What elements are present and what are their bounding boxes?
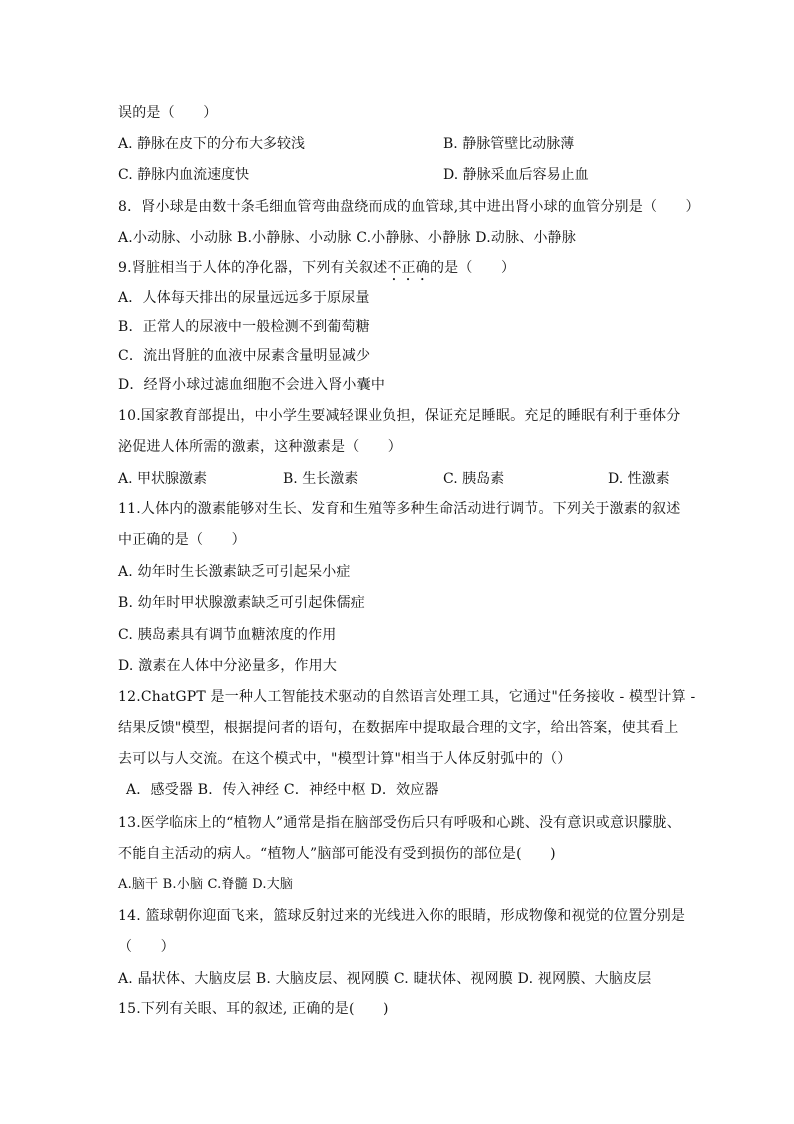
q15-stem: 15.下列有关眼、耳的叙述, 正确的是( ) (118, 1001, 389, 1017)
q9-option-a: A．人体每天排出的尿量远远多于原尿量 (118, 290, 370, 306)
q7-option-c: C. 静脉内血流速度快 (118, 167, 250, 183)
q14-stem-line2: （ ） (118, 939, 175, 955)
q7-option-b: B. 静脉管壁比动脉薄 (443, 136, 575, 152)
q9-stem-post: 的是（ ） (429, 260, 516, 276)
q12-stem-line1: 12.ChatGPT 是一种人工智能技术驱动的自然语言处理工具，它通过"任务接收 - 模型计算 - (118, 689, 696, 705)
q11-option-d: D. 激素在人体中分泌量多，作用大 (118, 658, 338, 674)
q9-stem-pre: 9.肾脏相当于人体的净化器，下列有关叙述 (118, 260, 388, 276)
q12-stem-line3: 去可以与人交流。在这个模式中，"模型计算"相当于人体反射弧中的（） (118, 751, 572, 767)
q9-option-d: D．经肾小球过滤血细胞不会进入肾小囊中 (118, 377, 386, 393)
q13-options: A.脑干 B.小脑 C.脊髓 D.大脑 (118, 877, 294, 892)
q11-option-b: B. 幼年时甲状腺激素缺乏可引起侏儒症 (118, 595, 365, 611)
q10-option-d: D. 性激素 (608, 471, 670, 487)
q11-option-c: C. 胰岛素具有调节血糖浓度的作用 (118, 627, 337, 643)
q10-stem-line1: 10.国家教育部提出，中小学生要减轻课业负担，保证充足睡眠。充足的睡眠有利于垂体分 (118, 408, 681, 424)
q7-option-d: D. 静脉采血后容易止血 (443, 167, 589, 183)
q13-stem-line2: 不能自主活动的病人。“植物人”脑部可能没有受到损伤的部位是( ) (118, 846, 556, 862)
q12-stem-line2: 结果反馈"模型，根据提问者的语句，在数据库中提取最合理的文字，给出答案，使其看上 (118, 720, 679, 736)
q7-option-a: A. 静脉在皮下的分布大多较浅 (118, 136, 306, 152)
q13-stem-line1: 13.医学临床上的“植物人”通常是指在脑部受伤后只有呼吸和心跳、没有意识或意识朦胧、 (118, 815, 681, 831)
q10-option-b: B. 生长激素 (283, 471, 359, 487)
q9-stem (118, 259, 515, 284)
q11-stem-line1: 11.人体内的激素能够对生长、发育和生殖等多种生命活动进行调节。下列关于激素的叙述 (118, 501, 681, 517)
q12-options: A．感受器 B．传入神经 C．神经中枢 D．效应器 (126, 782, 439, 798)
q8-options: A.小动脉、小动脉 B.小静脉、小动脉 C.小静脉、小静脉 D.动脉、小静脉 (118, 230, 577, 246)
q11-stem-line2: 中正确的是（ ） (118, 532, 246, 548)
q10-option-c: C. 胰岛素 (443, 471, 505, 487)
q8-stem: 8．肾小球是由数十条毛细血管弯曲盘绕而成的血管球,其中进出肾小球的血管分别是（ ） (118, 199, 700, 215)
q9-option-c: C．流出肾脏的血液中尿素含量明显减少 (118, 348, 371, 364)
q14-stem-line1: 14. 篮球朝你迎面飞来，篮球反射过来的光线进入你的眼睛，形成物像和视觉的位置分别是 (118, 908, 686, 924)
q9-option-b: B．正常人的尿液中一般检测不到葡萄糖 (118, 319, 370, 335)
q11-option-a: A. 幼年时生长激素缺乏可引起呆小症 (118, 564, 351, 580)
q7-stem-end: 误的是（ ） (118, 105, 218, 121)
q10-option-a: A. 甲状腺激素 (118, 471, 208, 487)
q9-stem-emphasis: 不正确 (387, 260, 430, 276)
q10-stem-line2: 泌促进人体所需的激素，这种激素是（ ） (118, 439, 402, 455)
q14-options: A. 晶状体、大脑皮层 B. 大脑皮层、视网膜 C. 睫状体、视网膜 D. 视网膜、大脑皮层 (118, 971, 652, 987)
